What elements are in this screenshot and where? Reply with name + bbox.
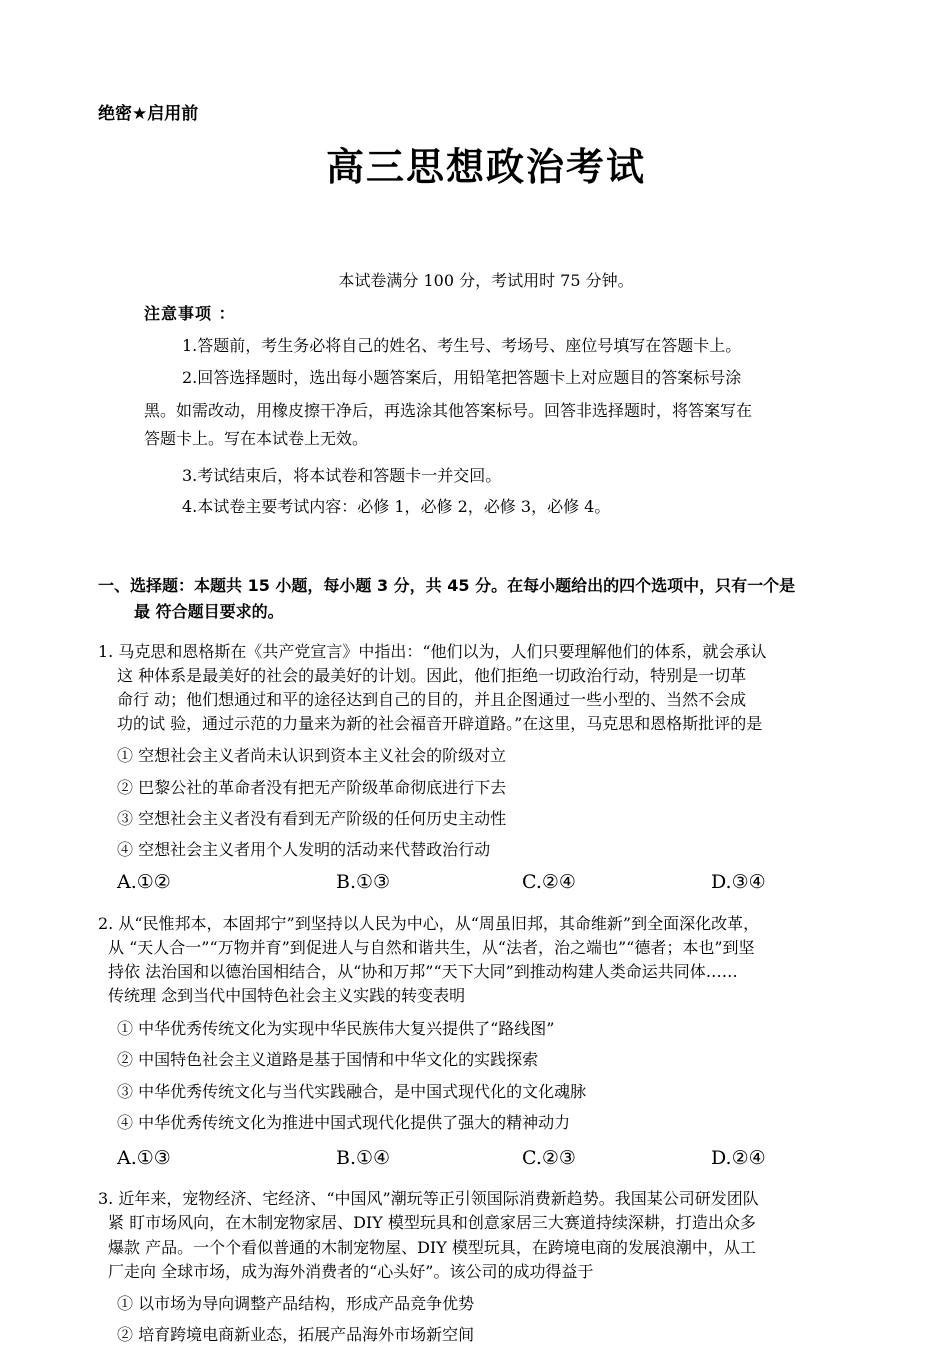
question-2-answer-d: D.②④ (711, 1147, 766, 1169)
question-1-option: ④ 空想社会主义者用个人发明的活动来代替政治行动 (117, 840, 491, 859)
notice-item: 1.答题前，考生务必将自己的姓名、考生号、考场号、座位号填写在答题卡上。 (182, 336, 742, 355)
question-2-answer-a: A.①③ (117, 1147, 171, 1169)
section-heading (98, 573, 868, 625)
exam-intro: 本试卷满分 100 分，考试用时 75 分钟。 (338, 271, 634, 290)
notice-item: 4.本试卷主要考试内容：必修 1，必修 2，必修 3，必修 4。 (182, 497, 611, 516)
section-heading-line: 最 符合题目要求的。 (134, 602, 284, 621)
question-1-answer-a: A.①② (117, 871, 171, 893)
confidential-label: 绝密★启用前 (98, 104, 199, 124)
question-2-line: 从 “天人合一”“万物并育”到促进人与自然和谐共生，从“法者，治之端也”“德者；本也”到坚 (108, 938, 755, 957)
question-1-answer-b: B.①③ (336, 871, 391, 893)
question-2-line: 2. 从“民惟邦本，本固邦宁”到坚持以人民为中心，从“周虽旧邦，其命维新”到全面深化改革， (98, 914, 760, 933)
page-title: 高三思想政治考试 (325, 145, 646, 189)
question-2-answer-b: B.①④ (336, 1147, 391, 1169)
question-2-answer-c: C.②③ (522, 1147, 576, 1169)
question-2-line: 传统理 念到当代中国特色社会主义实践的转变表明 (108, 986, 466, 1005)
notice-item: 2.回答选择题时，选出每小题答案后，用铅笔把答题卡上对应题目的答案标号涂 (182, 368, 742, 387)
question-1-answer-c: C.②④ (522, 871, 576, 893)
notice-heading: 注意事项 ： (144, 304, 236, 323)
question-2-option: ③ 中华优秀传统文化与当代实践融合，是中国式现代化的文化魂脉 (117, 1082, 587, 1101)
section-heading-line: 一、选择题：本题共 15 小题，每小题 3 分，共 45 分。在每小题给出的四个选项中，只有一个是 (98, 576, 796, 595)
question-3-line: 紧 盯市场风向，在木制宠物家居、DIY 模型玩具和创意家居三大赛道持续深耕，打造出众多 (108, 1213, 756, 1232)
question-3-line: 3. 近年来，宠物经济、宅经济、“中国风”潮玩等正引领国际消费新趋势。我国某公司研发团队 (98, 1189, 759, 1208)
question-2-line: 持依 法治国和以德治国相结合，从“协和万邦”“天下大同”到推动构建人类命运共同体…… (108, 962, 738, 981)
question-3-option: ① 以市场为导向调整产品结构，形成产品竞争优势 (117, 1294, 475, 1313)
question-2-option: ① 中华优秀传统文化为实现中华民族伟大复兴提供了“路线图” (117, 1019, 555, 1038)
question-1-option: ① 空想社会主义者尚未认识到资本主义社会的阶级对立 (117, 746, 507, 765)
question-1-line: 功的试 验，通过示范的力量来为新的社会福音开辟道路。”在这里，马克思和恩格斯批评的是 (117, 714, 763, 733)
question-1-line: 这 种体系是最美好的社会的最美好的计划。因此，他们拒绝一切政治行动，特别是一切革 (117, 666, 747, 685)
notice-item: 黑。如需改动，用橡皮擦干净后，再选涂其他答案标号。回答非选择题时，将答案写在 (144, 401, 753, 420)
question-1-answer-d: D.③④ (711, 871, 766, 893)
question-3-line: 厂走向 全球市场，成为海外消费者的“心头好”。该公司的成功得益于 (108, 1262, 594, 1281)
question-1-line: 1. 马克思和恩格斯在《共产党宣言》中指出：“他们以为，人们只要理解他们的体系，就会承认 (98, 642, 767, 661)
question-1-option: ③ 空想社会主义者没有看到无产阶级的任何历史主动性 (117, 809, 507, 828)
question-1-line: 命行 动；他们想通过和平的途径达到自己的目的，并且企图通过一些小型的、当然不会成 (117, 690, 747, 709)
question-2-option: ② 中国特色社会主义道路是基于国情和中华文化的实践探索 (117, 1050, 539, 1069)
notice-item: 答题卡上。写在本试卷上无效。 (144, 429, 369, 448)
notice-item: 3.考试结束后，将本试卷和答题卡一并交回。 (182, 466, 502, 485)
question-3-option: ② 培育跨境电商新业态，拓展产品海外市场新空间 (117, 1325, 475, 1344)
question-2-option: ④ 中华优秀传统文化为推进中国式现代化提供了强大的精神动力 (117, 1113, 571, 1132)
question-1-option: ② 巴黎公社的革命者没有把无产阶级革命彻底进行下去 (117, 778, 507, 797)
question-3-line: 爆款 产品。一个个看似普通的木制宠物屋、DIY 模型玩具，在跨境电商的发展浪潮中，从工 (108, 1238, 756, 1257)
